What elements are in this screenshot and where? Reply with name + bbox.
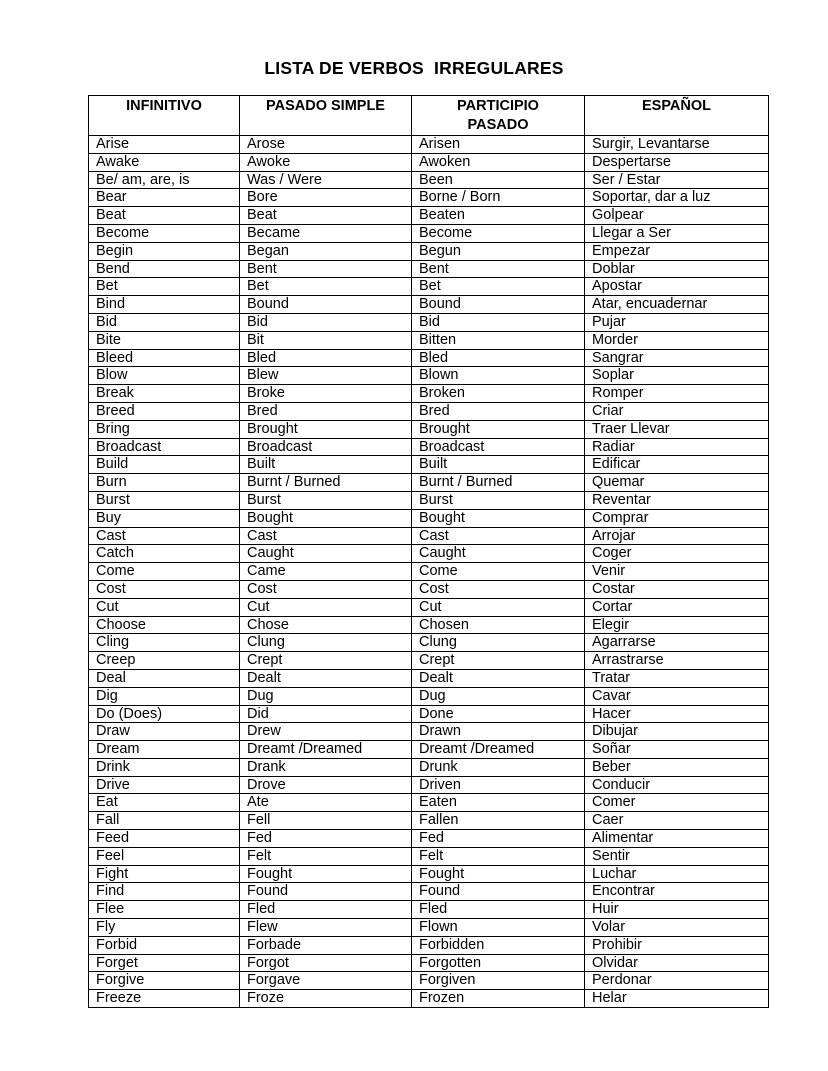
table-row (89, 171, 769, 189)
past-simple-cell: Bled (240, 349, 412, 367)
past-simple-cell: Arose (240, 136, 412, 154)
spanish-cell: Pujar (585, 313, 769, 331)
infinitive-cell: Awake (89, 153, 240, 171)
past-simple-cell: Dug (240, 687, 412, 705)
past-participle-cell: Chosen (412, 616, 585, 634)
past-participle-cell: Forgotten (412, 954, 585, 972)
spanish-cell: Prohibir (585, 936, 769, 954)
infinitive-cell: Fly (89, 919, 240, 937)
past-participle-cell: Burnt / Burned (412, 474, 585, 492)
table-row (89, 331, 769, 349)
past-participle-cell: Broken (412, 385, 585, 403)
past-participle-cell: Become (412, 224, 585, 242)
past-participle-cell: Come (412, 563, 585, 581)
spanish-cell: Olvidar (585, 954, 769, 972)
infinitive-cell: Bear (89, 189, 240, 207)
spanish-cell: Cavar (585, 687, 769, 705)
infinitive-cell: Cost (89, 580, 240, 598)
table-row (89, 847, 769, 865)
spanish-cell: Beber (585, 758, 769, 776)
table-row (89, 705, 769, 723)
spanish-cell: Surgir, Levantarse (585, 136, 769, 154)
past-participle-cell: Burst (412, 491, 585, 509)
spanish-cell: Arrastrarse (585, 652, 769, 670)
infinitive-cell: Bid (89, 313, 240, 331)
table-row (89, 491, 769, 509)
past-participle-cell: Fallen (412, 812, 585, 830)
spanish-cell: Elegir (585, 616, 769, 634)
table-row (89, 598, 769, 616)
infinitive-cell: Bring (89, 420, 240, 438)
infinitive-cell: Feed (89, 830, 240, 848)
past-participle-cell: Forbidden (412, 936, 585, 954)
infinitive-cell: Bind (89, 296, 240, 314)
infinitive-cell: Freeze (89, 990, 240, 1008)
spanish-cell: Arrojar (585, 527, 769, 545)
past-simple-cell: Fed (240, 830, 412, 848)
past-simple-cell: Found (240, 883, 412, 901)
past-participle-cell: Dug (412, 687, 585, 705)
past-participle-cell: Bred (412, 402, 585, 420)
table-row (89, 545, 769, 563)
spanish-cell: Soplar (585, 367, 769, 385)
infinitive-cell: Bite (89, 331, 240, 349)
infinitive-cell: Be/ am, are, is (89, 171, 240, 189)
infinitive-cell: Creep (89, 652, 240, 670)
past-participle-cell: Crept (412, 652, 585, 670)
past-simple-cell: Bought (240, 509, 412, 527)
past-participle-cell: Beaten (412, 207, 585, 225)
table-row (89, 153, 769, 171)
past-simple-cell: Froze (240, 990, 412, 1008)
past-participle-cell: Done (412, 705, 585, 723)
past-simple-cell: Drove (240, 776, 412, 794)
past-simple-cell: Broke (240, 385, 412, 403)
past-simple-cell: Fled (240, 901, 412, 919)
table-row (89, 438, 769, 456)
past-simple-cell: Became (240, 224, 412, 242)
spanish-cell: Ser / Estar (585, 171, 769, 189)
past-participle-cell: Drawn (412, 723, 585, 741)
table-row (89, 527, 769, 545)
table-row (89, 652, 769, 670)
table-row (89, 349, 769, 367)
past-simple-cell: Bid (240, 313, 412, 331)
past-simple-cell: Brought (240, 420, 412, 438)
spanish-cell: Apostar (585, 278, 769, 296)
past-simple-cell: Awoke (240, 153, 412, 171)
past-participle-cell: Arisen (412, 136, 585, 154)
table-row (89, 687, 769, 705)
infinitive-cell: Cling (89, 634, 240, 652)
past-simple-cell: Drew (240, 723, 412, 741)
past-simple-cell: Burst (240, 491, 412, 509)
past-simple-cell: Fell (240, 812, 412, 830)
past-simple-cell: Was / Were (240, 171, 412, 189)
infinitive-cell: Drive (89, 776, 240, 794)
past-simple-cell: Caught (240, 545, 412, 563)
table-row (89, 278, 769, 296)
table-row (89, 367, 769, 385)
spanish-cell: Traer Llevar (585, 420, 769, 438)
table-row (89, 723, 769, 741)
spanish-cell: Volar (585, 919, 769, 937)
spanish-cell: Luchar (585, 865, 769, 883)
header-espanol: ESPAÑOL (585, 96, 769, 136)
infinitive-cell: Cut (89, 598, 240, 616)
past-simple-cell: Forbade (240, 936, 412, 954)
table-row (89, 972, 769, 990)
past-simple-cell: Dreamt /Dreamed (240, 741, 412, 759)
past-simple-cell: Chose (240, 616, 412, 634)
table-row (89, 758, 769, 776)
spanish-cell: Coger (585, 545, 769, 563)
infinitive-cell: Bleed (89, 349, 240, 367)
spanish-cell: Encontrar (585, 883, 769, 901)
spanish-cell: Cortar (585, 598, 769, 616)
table-row (89, 883, 769, 901)
spanish-cell: Doblar (585, 260, 769, 278)
table-row (89, 741, 769, 759)
spanish-cell: Reventar (585, 491, 769, 509)
spanish-cell: Tratar (585, 669, 769, 687)
past-participle-cell: Built (412, 456, 585, 474)
infinitive-cell: Eat (89, 794, 240, 812)
infinitive-cell: Fight (89, 865, 240, 883)
past-participle-cell: Awoken (412, 153, 585, 171)
infinitive-cell: Forbid (89, 936, 240, 954)
past-participle-cell: Bent (412, 260, 585, 278)
past-simple-cell: Forgave (240, 972, 412, 990)
infinitive-cell: Become (89, 224, 240, 242)
spanish-cell: Huir (585, 901, 769, 919)
table-row (89, 990, 769, 1008)
past-participle-cell: Clung (412, 634, 585, 652)
past-simple-cell: Bore (240, 189, 412, 207)
table-row (89, 634, 769, 652)
infinitive-cell: Flee (89, 901, 240, 919)
spanish-cell: Perdonar (585, 972, 769, 990)
table-row (89, 616, 769, 634)
past-simple-cell: Drank (240, 758, 412, 776)
past-simple-cell: Bound (240, 296, 412, 314)
past-participle-cell: Felt (412, 847, 585, 865)
infinitive-cell: Choose (89, 616, 240, 634)
infinitive-cell: Dream (89, 741, 240, 759)
infinitive-cell: Blow (89, 367, 240, 385)
spanish-cell: Romper (585, 385, 769, 403)
spanish-cell: Hacer (585, 705, 769, 723)
past-simple-cell: Flew (240, 919, 412, 937)
past-participle-cell: Cut (412, 598, 585, 616)
spanish-cell: Atar, encuadernar (585, 296, 769, 314)
infinitive-cell: Fall (89, 812, 240, 830)
table-row (89, 313, 769, 331)
infinitive-cell: Drink (89, 758, 240, 776)
past-participle-cell: Bled (412, 349, 585, 367)
infinitive-cell: Break (89, 385, 240, 403)
past-simple-cell: Bent (240, 260, 412, 278)
table-row (89, 296, 769, 314)
table-row (89, 420, 769, 438)
past-simple-cell: Cut (240, 598, 412, 616)
infinitive-cell: Burn (89, 474, 240, 492)
spanish-cell: Radiar (585, 438, 769, 456)
past-simple-cell: Fought (240, 865, 412, 883)
past-participle-cell: Forgiven (412, 972, 585, 990)
past-participle-cell: Broadcast (412, 438, 585, 456)
table-row (89, 812, 769, 830)
past-simple-cell: Broadcast (240, 438, 412, 456)
spanish-cell: Sentir (585, 847, 769, 865)
infinitive-cell: Bet (89, 278, 240, 296)
past-participle-cell: Brought (412, 420, 585, 438)
past-simple-cell: Cost (240, 580, 412, 598)
past-simple-cell: Felt (240, 847, 412, 865)
past-simple-cell: Came (240, 563, 412, 581)
spanish-cell: Criar (585, 402, 769, 420)
table-header-row (89, 96, 769, 136)
spanish-cell: Dibujar (585, 723, 769, 741)
infinitive-cell: Cast (89, 527, 240, 545)
spanish-cell: Llegar a Ser (585, 224, 769, 242)
infinitive-cell: Come (89, 563, 240, 581)
header-participio-pasado: PARTICIPIO PASADO (412, 96, 585, 136)
infinitive-cell: Do (Does) (89, 705, 240, 723)
infinitive-cell: Forget (89, 954, 240, 972)
table-row (89, 402, 769, 420)
table-row (89, 669, 769, 687)
past-participle-cell: Fed (412, 830, 585, 848)
past-participle-cell: Drunk (412, 758, 585, 776)
past-participle-cell: Cast (412, 527, 585, 545)
infinitive-cell: Find (89, 883, 240, 901)
infinitive-cell: Dig (89, 687, 240, 705)
spanish-cell: Caer (585, 812, 769, 830)
infinitive-cell: Broadcast (89, 438, 240, 456)
past-participle-cell: Bid (412, 313, 585, 331)
table-row (89, 794, 769, 812)
past-participle-cell: Eaten (412, 794, 585, 812)
infinitive-cell: Forgive (89, 972, 240, 990)
past-participle-cell: Bitten (412, 331, 585, 349)
past-participle-cell: Fought (412, 865, 585, 883)
spanish-cell: Agarrarse (585, 634, 769, 652)
past-participle-cell: Borne / Born (412, 189, 585, 207)
past-participle-cell: Dreamt /Dreamed (412, 741, 585, 759)
infinitive-cell: Arise (89, 136, 240, 154)
past-participle-cell: Cost (412, 580, 585, 598)
past-participle-cell: Dealt (412, 669, 585, 687)
table-row (89, 456, 769, 474)
page-title: LISTA DE VERBOS IRREGULARES (264, 58, 564, 78)
past-participle-cell: Begun (412, 242, 585, 260)
spanish-cell: Morder (585, 331, 769, 349)
past-participle-cell: Bet (412, 278, 585, 296)
table-row (89, 242, 769, 260)
infinitive-cell: Begin (89, 242, 240, 260)
table-row (89, 260, 769, 278)
spanish-cell: Conducir (585, 776, 769, 794)
table-row (89, 136, 769, 154)
past-participle-cell: Frozen (412, 990, 585, 1008)
irregular-verbs-table (88, 95, 769, 1008)
spanish-cell: Sangrar (585, 349, 769, 367)
table-row (89, 474, 769, 492)
spanish-cell: Alimentar (585, 830, 769, 848)
past-participle-cell: Bought (412, 509, 585, 527)
spanish-cell: Comprar (585, 509, 769, 527)
table-row (89, 385, 769, 403)
past-participle-cell: Flown (412, 919, 585, 937)
spanish-cell: Venir (585, 563, 769, 581)
past-simple-cell: Did (240, 705, 412, 723)
infinitive-cell: Buy (89, 509, 240, 527)
table-row (89, 563, 769, 581)
past-simple-cell: Began (240, 242, 412, 260)
past-participle-cell: Blown (412, 367, 585, 385)
table-row (89, 901, 769, 919)
past-simple-cell: Dealt (240, 669, 412, 687)
spanish-cell: Soñar (585, 741, 769, 759)
past-participle-cell: Fled (412, 901, 585, 919)
past-simple-cell: Clung (240, 634, 412, 652)
header-infinitivo: INFINITIVO (89, 96, 240, 136)
table-row (89, 207, 769, 225)
spanish-cell: Helar (585, 990, 769, 1008)
spanish-cell: Costar (585, 580, 769, 598)
past-simple-cell: Bet (240, 278, 412, 296)
past-participle-cell: Driven (412, 776, 585, 794)
past-simple-cell: Beat (240, 207, 412, 225)
header-pasado-simple: PASADO SIMPLE (240, 96, 412, 136)
past-simple-cell: Burnt / Burned (240, 474, 412, 492)
past-simple-cell: Bit (240, 331, 412, 349)
infinitive-cell: Bend (89, 260, 240, 278)
spanish-cell: Despertarse (585, 153, 769, 171)
past-participle-cell: Been (412, 171, 585, 189)
past-simple-cell: Crept (240, 652, 412, 670)
infinitive-cell: Deal (89, 669, 240, 687)
past-simple-cell: Blew (240, 367, 412, 385)
infinitive-cell: Beat (89, 207, 240, 225)
table-row (89, 954, 769, 972)
past-participle-cell: Caught (412, 545, 585, 563)
table-row (89, 830, 769, 848)
table-row (89, 936, 769, 954)
spanish-cell: Comer (585, 794, 769, 812)
past-simple-cell: Bred (240, 402, 412, 420)
past-simple-cell: Forgot (240, 954, 412, 972)
spanish-cell: Empezar (585, 242, 769, 260)
spanish-cell: Golpear (585, 207, 769, 225)
infinitive-cell: Catch (89, 545, 240, 563)
spanish-cell: Edificar (585, 456, 769, 474)
infinitive-cell: Feel (89, 847, 240, 865)
past-simple-cell: Ate (240, 794, 412, 812)
past-participle-cell: Found (412, 883, 585, 901)
table-row (89, 776, 769, 794)
table-row (89, 919, 769, 937)
table-row (89, 509, 769, 527)
infinitive-cell: Build (89, 456, 240, 474)
past-simple-cell: Cast (240, 527, 412, 545)
past-simple-cell: Built (240, 456, 412, 474)
spanish-cell: Quemar (585, 474, 769, 492)
past-participle-cell: Bound (412, 296, 585, 314)
infinitive-cell: Breed (89, 402, 240, 420)
infinitive-cell: Draw (89, 723, 240, 741)
table-row (89, 189, 769, 207)
table-row (89, 580, 769, 598)
spanish-cell: Soportar, dar a luz (585, 189, 769, 207)
table-row (89, 224, 769, 242)
table-row (89, 865, 769, 883)
infinitive-cell: Burst (89, 491, 240, 509)
